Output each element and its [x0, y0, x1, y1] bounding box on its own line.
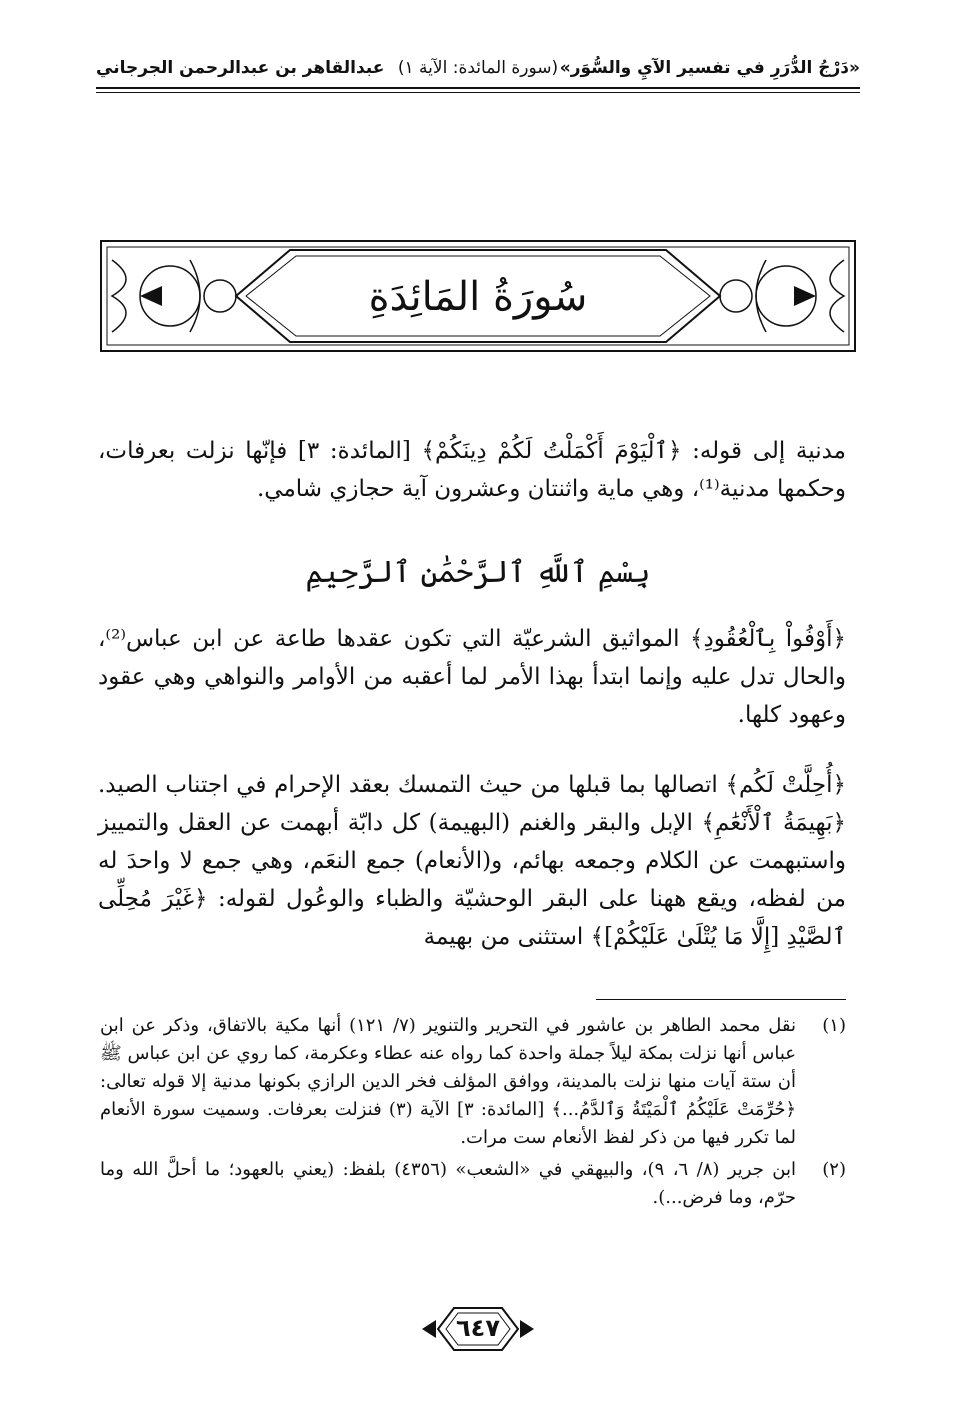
author-name: عبدالقاهر بن عبدالرحمن الجرجاني [96, 58, 385, 78]
surah-reference: (سورة المائدة: الآية ١) [397, 58, 559, 78]
surah-title: سُورَةُ المَائِدَةِ [368, 274, 588, 320]
header-rule-thin [96, 92, 860, 93]
basmala: بِسْمِ ٱللَّهِ ٱلرَّحْمَٰنِ ٱلرَّحِيمِ [305, 555, 651, 590]
surah-banner [100, 240, 856, 352]
footnote [100, 1156, 846, 1212]
footnote-text: ابن جرير (٨/ ٦، ٩)، والبيهقي في «الشعب» (٤٣٥٦) بلفظ: (يعني بالعهود؛ ما أحلَّ الله وما حرّم، وما فرض...). [100, 1159, 796, 1208]
footnotes [100, 1012, 846, 1216]
header-rule [96, 87, 860, 89]
paragraph-uhillat: ﴿أُحِلَّتْ لَكُم﴾ اتصالها بما قبلها من حيث التمسك بعقد الإحرام في اجتناب الصيد. ﴿بَهِيمَةُ ٱلْأَنْعَٰمِ﴾ الإبل والبقر والغنم (البهيمة) كل دابّة أبهمت عن العقل والتمييز واستبهمت عن الكلام وجمعه بهائم، و(الأنعام) جمع النعَم، وهي جمع لا واحدَ له من لفظه، ويقع ههنا على البقر الوحشيّة والظباء والوعُول لقوله: ﴿غَيْرَ مُحِلِّى ٱلصَّيْدِ [إِلَّا مَا يُتْلَىٰ عَلَيْكُمْ]﴾ استثنى من بهيمة [98, 772, 846, 950]
intro-paragraph: مدنية إلى قوله: ﴿ٱلْيَوْمَ أَكْمَلْتُ لَكُمْ دِينَكُمْ﴾ [المائدة: ٣] فإنّها نزلت بعرفات، وحكمها مدنية⁽¹⁾، وهي ماية واثنتان وعشرون آية حجازي شامي. [98, 438, 846, 502]
footnote-text: نقل محمد الطاهر بن عاشور في التحرير والتنوير (٧/ ١٢١) أنها مكية بالاتفاق، وذكر عن ابن عباس أنها نزلت بمكة ليلاً جملة واحدة كما رواه عنه عطاء وعكرمة، كما روي عن ابن عباس ﷺ أن ستة آيات منها نزلت بالمدينة، ووافق المؤلف فخر الدين الرازي بكونها مدنية إلا قوله تعالى: ﴿حُرِّمَتْ عَلَيْكُمُ ٱلْمَيْتَةُ وَٱلدَّمُ...﴾ [المائدة: ٣] الآية (٣) فنزلت بعرفات. وسميت سورة الأنعام لما تكرر فيها من ذكر لفظ الأنعام ست مرات. [100, 1015, 796, 1148]
footnote [100, 1012, 846, 1152]
footnote-separator [596, 999, 846, 1000]
footnote-number: (١) [822, 1015, 846, 1036]
running-header [96, 52, 860, 92]
footnote-number: (٢) [822, 1159, 846, 1180]
book-title: «دَرْجُ الدُّرَرِ في تفسير الآيِ والسُّوَر» [559, 58, 860, 78]
page-number-badge [418, 1300, 538, 1358]
paragraph-awfu: ﴿أَوْفُواْ بِٱلْعُقُودِ﴾ المواثيق الشرعيّة التي تكون عقدها طاعة عن ابن عباس⁽²⁾، والحال تدل عليه وإنما ابتدأ بهذا الأمر لما أعقبه من الأوامر والنواهي وهي عقود وعهود كلها. [98, 626, 846, 728]
page-number: ٦٤٧ [456, 1314, 500, 1342]
